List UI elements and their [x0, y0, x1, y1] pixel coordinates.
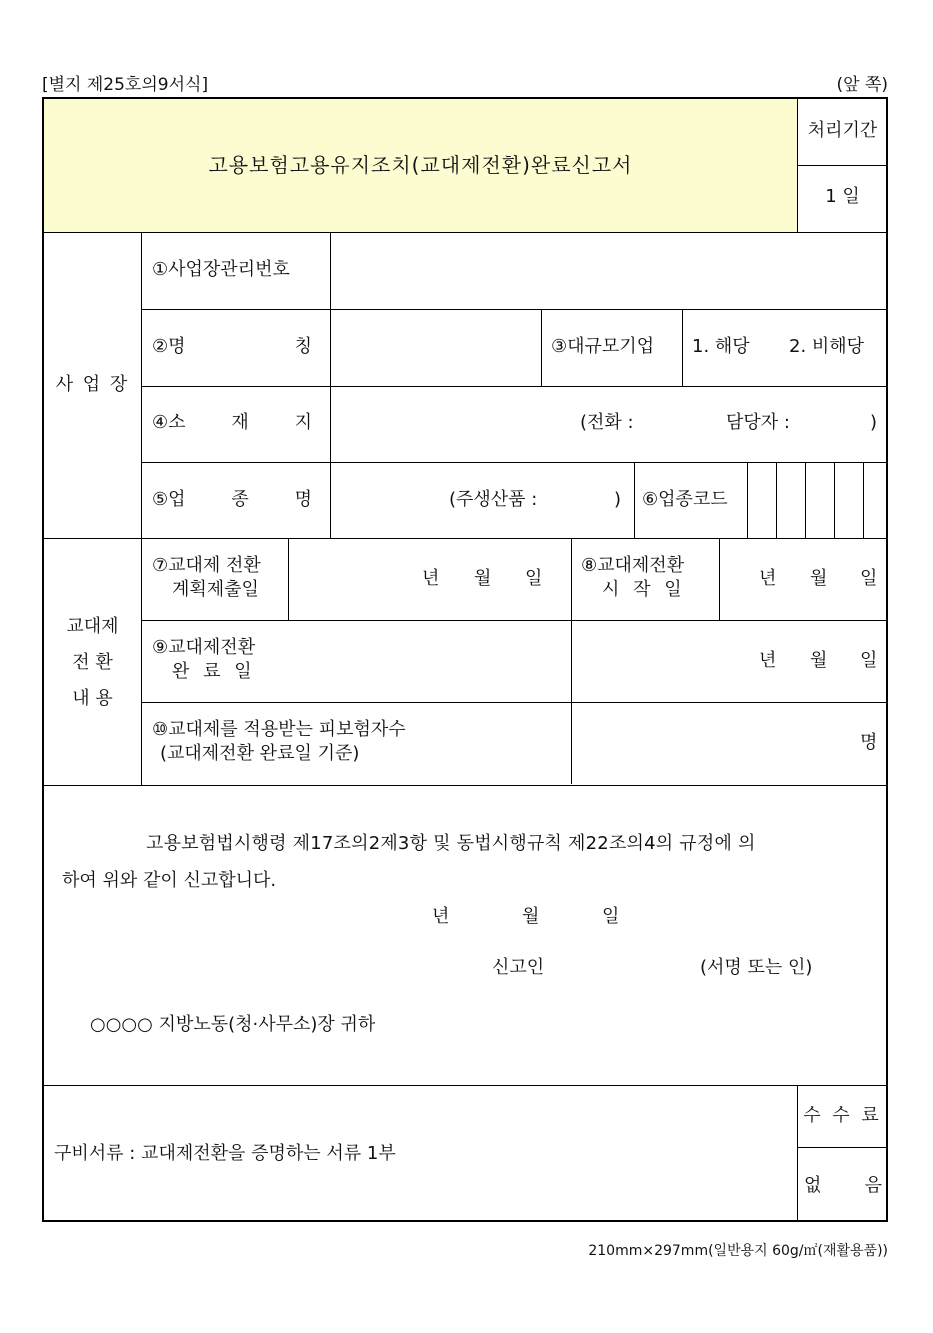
processing-label: 처리기간 — [807, 120, 878, 141]
plan-date-day: 일 — [525, 568, 543, 589]
declaration-year: 년 — [432, 906, 450, 927]
plan-date-year: 년 — [422, 568, 440, 589]
address-label: ④소 재 지 — [152, 412, 312, 433]
start-date-day: 일 — [860, 568, 878, 589]
start-date-label-line1: ⑧교대제전환 — [581, 555, 685, 576]
start-date-year: 년 — [759, 568, 777, 589]
form-title: 고용보험고용유지조치(교대제전환)완료신고서 — [208, 153, 633, 177]
fee-value: 없 음 — [804, 1175, 882, 1196]
large-enterprise-option-no[interactable]: 2. 비해당 — [789, 336, 865, 357]
report-form — [42, 97, 888, 1222]
business-name-label: ②명 칭 — [152, 336, 312, 357]
plan-submit-label-line2: 계획제출일 — [172, 579, 259, 600]
main-product-label: (주생산품 : — [449, 489, 538, 510]
paper-spec: 210mm×297mm(일반용지 60g/㎡(재활용품)) — [588, 1243, 888, 1259]
form-number: [별지 제25호의9서식] — [42, 75, 209, 95]
declaration-day: 일 — [602, 906, 620, 927]
content-label-line2: 전 환 — [72, 652, 113, 673]
complete-date-year: 년 — [759, 650, 777, 671]
processing-value: 1 일 — [825, 186, 860, 207]
plan-submit-label-line1: ⑦교대제 전환 — [152, 555, 261, 576]
insured-count-label-line2: (교대제전환 완료일 기준) — [160, 743, 360, 764]
large-enterprise-label: ③대규모기업 — [551, 336, 655, 357]
industry-label: ⑤업 종 명 — [152, 489, 312, 510]
industry-code-label: ⑥업종코드 — [642, 489, 728, 510]
business-number-label: ①사업장관리번호 — [152, 259, 290, 280]
start-date-label-line2: 시 작 일 — [602, 579, 686, 600]
contact-person-label: 담당자 : — [726, 412, 790, 433]
address-close-paren: ) — [870, 412, 878, 433]
complete-date-month: 월 — [810, 650, 828, 671]
product-close-paren: ) — [614, 489, 622, 510]
insured-count-unit: 명 — [860, 732, 878, 753]
start-date-month: 월 — [810, 568, 828, 589]
large-enterprise-option-yes[interactable]: 1. 해당 — [692, 336, 750, 357]
declaration-month: 월 — [522, 906, 540, 927]
fee-label: 수 수 료 — [803, 1105, 882, 1126]
plan-date-month: 월 — [474, 568, 492, 589]
content-label-line1: 교대제 — [66, 616, 119, 637]
required-documents: 구비서류 : 교대제전환을 증명하는 서류 1부 — [54, 1143, 396, 1164]
phone-label: (전화 : — [580, 412, 634, 433]
insured-count-label-line1: ⑩교대제를 적용받는 피보험자수 — [152, 719, 406, 740]
signature-label: (서명 또는 인) — [700, 957, 813, 978]
business-section-label: 사 업 장 — [55, 374, 130, 395]
complete-date-day: 일 — [860, 650, 878, 671]
complete-date-label-line2: 완 료 일 — [172, 661, 256, 682]
content-label-line3: 내 용 — [72, 688, 113, 709]
reporter-label: 신고인 — [492, 957, 545, 978]
complete-date-label-line1: ⑨교대제전환 — [152, 637, 256, 658]
declaration-line1: 고용보험법시행령 제17조의2제3항 및 동법시행규칙 제22조의4의 규정에 의 — [146, 833, 756, 854]
recipient-label: ○○○○ 지방노동(청·사무소)장 귀하 — [90, 1014, 376, 1035]
declaration-line2: 하여 위와 같이 신고합니다. — [62, 870, 277, 891]
page-side: (앞 쪽) — [836, 75, 888, 95]
